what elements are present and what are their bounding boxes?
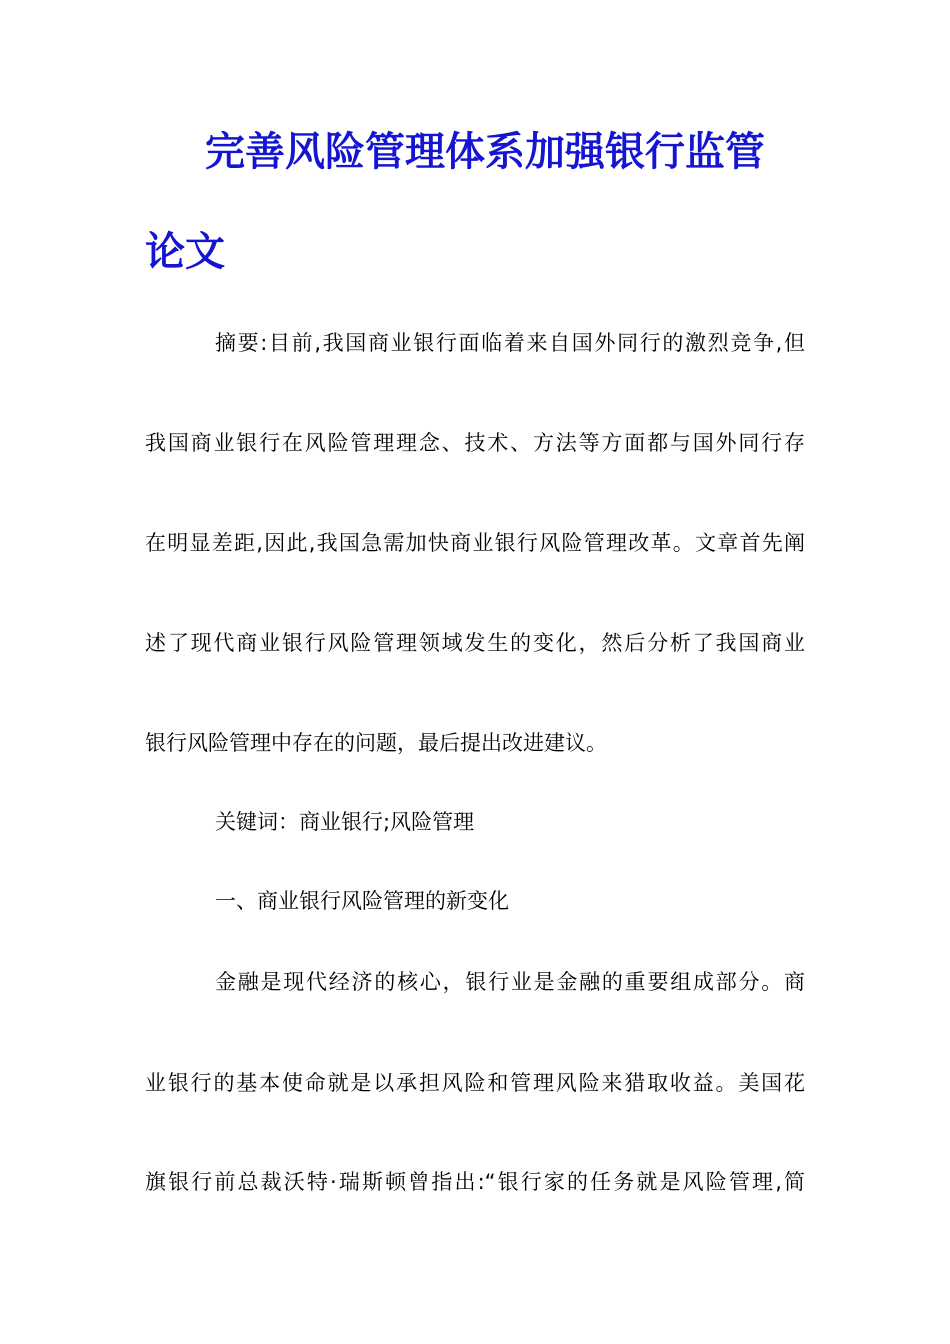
document-title-line-2: 论文 — [145, 229, 225, 275]
abstract-line-2: 我国商业银行在风险管理理念、技术、方法等方面都与国外同行存 — [145, 431, 805, 455]
abstract-line-4: 述了现代商业银行风险管理领域发生的变化，然后分析了我国商业 — [145, 631, 805, 655]
section-heading: 一、商业银行风险管理的新变化 — [215, 889, 509, 913]
body-line-1: 金融是现代经济的核心，银行业是金融的重要组成部分。商 — [215, 970, 805, 994]
abstract-line-5: 银行风险管理中存在的问题，最后提出改进建议。 — [145, 731, 607, 755]
keywords-line: 关键词：商业银行;风险管理 — [215, 810, 475, 834]
abstract-line-3: 在明显差距,因此,我国急需加快商业银行风险管理改革。文章首先阐 — [145, 531, 805, 555]
body-line-3: 旗银行前总裁沃特·瑞斯顿曾指出:“银行家的任务就是风险管理,简 — [145, 1170, 805, 1194]
document-title-line-1: 完善风险管理体系加强银行监管 — [205, 129, 765, 175]
abstract-line-1: 摘要:目前,我国商业银行面临着来自国外同行的激烈竞争,但 — [215, 331, 805, 355]
body-line-2: 业银行的基本使命就是以承担风险和管理风险来猎取收益。美国花 — [145, 1071, 805, 1095]
